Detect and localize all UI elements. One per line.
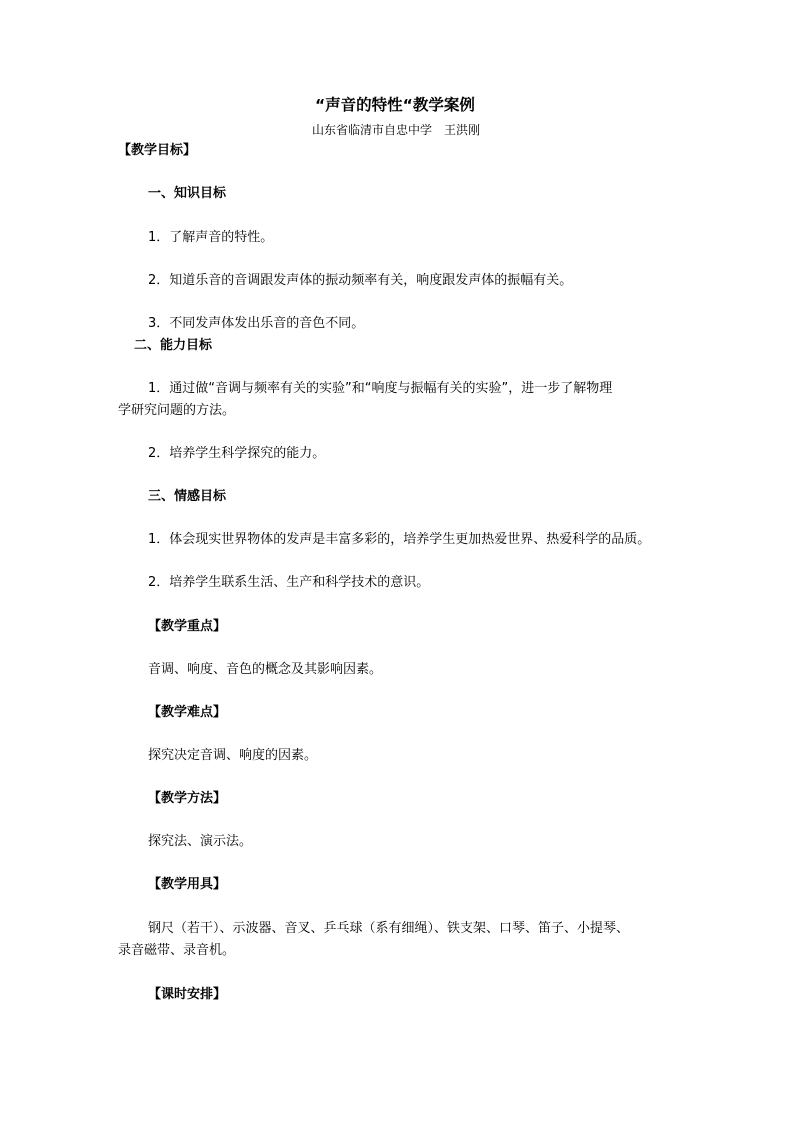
knowledge-item-1: 1．了解声音的特性。 <box>148 230 274 245</box>
tools-text-line-1: 钢尺（若干）、示波器、音叉、乒乓球（系有细绳）、铁支架、口琴、笛子、小提琴、 <box>148 921 630 936</box>
difficulties-text: 探究决定音调、响度的因素。 <box>148 748 318 763</box>
emotion-item-2: 2．培养学生联系生活、生产和科学技术的意识。 <box>148 575 430 590</box>
document-title: “声音的特性“教学案例 <box>315 96 475 114</box>
schedule-heading: 【课时安排】 <box>148 987 227 1002</box>
key-points-text: 音调、响度、音色的概念及其影响因素。 <box>148 662 383 677</box>
section-heading-goals: 【教学目标】 <box>118 143 197 158</box>
methods-text: 探究法、演示法。 <box>148 834 253 849</box>
tools-heading: 【教学用具】 <box>148 877 227 892</box>
emotion-item-1: 1．体会现实世界物体的发声是丰富多彩的，培养学生更加热爱世界、热爱科学的品质。 <box>148 532 651 547</box>
knowledge-item-3: 3．不同发声体发出乐音的音色不同。 <box>148 316 365 331</box>
ability-item-1-line-1: 1．通过做“音调与频率有关的实验”和“响度与振幅有关的实验”，进一步了解物理 <box>148 381 613 396</box>
emotion-heading: 三、情感目标 <box>148 489 227 504</box>
difficulties-heading: 【教学难点】 <box>148 705 227 720</box>
author-line: 山东省临清市自忠中学 王洪刚 <box>312 123 481 137</box>
key-points-heading: 【教学重点】 <box>148 619 227 634</box>
methods-heading: 【教学方法】 <box>148 791 227 806</box>
ability-item-1-line-2: 学研究问题的方法。 <box>118 403 236 418</box>
knowledge-item-2: 2．知道乐音的音调跟发声体的振动频率有关，响度跟发声体的振幅有关。 <box>148 273 573 288</box>
ability-item-2: 2．培养学生科学探究的能力。 <box>148 446 326 461</box>
ability-heading: 二、能力目标 <box>134 338 213 353</box>
tools-text-line-2: 录音磁带、录音机。 <box>118 943 236 958</box>
knowledge-heading: 一、知识目标 <box>148 186 227 201</box>
